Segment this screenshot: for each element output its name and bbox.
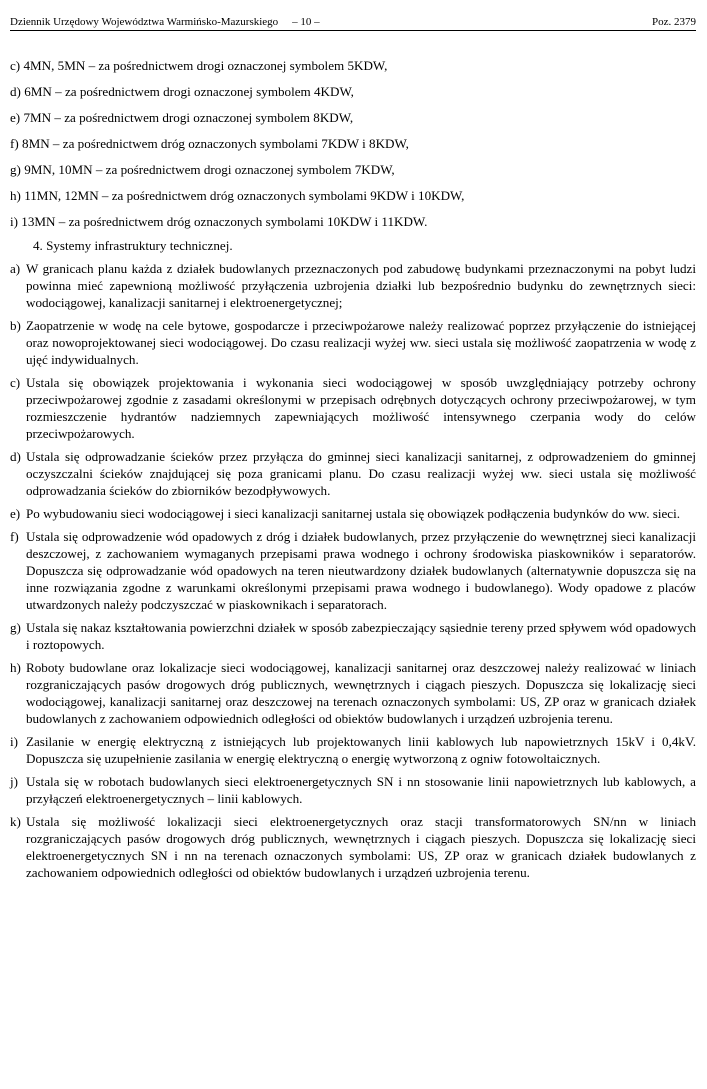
list-item: h) 11MN, 12MN – za pośrednictwem dróg oznaczonych symbolami 9KDW i 10KDW, bbox=[10, 188, 465, 203]
paragraph-item: g) Ustala się nakaz kształtowania powierzchni działek w sposób zabezpieczający sąsiednie tereny przed spływem wód opadowych i roztopowych. bbox=[10, 620, 696, 652]
paragraph-item: h) Roboty budowlane oraz lokalizacje sieci wodociągowej, kanalizacji sanitarnej oraz deszczowej należy realizować w liniach rozgraniczających pasów drogowych dróg publicznych, wewnętrznych i ciągach pieszych. Dopuszcza się lokalizację sieci wodociągowej, kanalizacji sanitarnej oraz deszczowej na terenach oznaczonych symbolami: US, ZP oraz w granicach działek budowlanych z zachowaniem odpowiednich odległości od obiektów budowlanych i urządzeń uzbrojenia terenu. bbox=[10, 660, 696, 726]
list-item: e) 7MN – za pośrednictwem drogi oznaczonej symbolem 8KDW, bbox=[10, 110, 354, 125]
page-header bbox=[10, 0, 696, 31]
paragraph-item: k) Ustala się możliwość lokalizacji sieci elektroenergetycznych oraz stacji transformatorowych SN/nn w liniach rozgraniczających pasów drogowych dróg publicznych, wewnętrznych i ciągach pieszych. Dopuszcza się lokalizację sieci elektroenergetycznych SN i nn na terenach oznaczonych symbolami: US, ZP oraz w granicach działek budowlanych z zachowaniem odpowiednich odległości od obiektów budowlanych i urządzeń uzbrojenia terenu. bbox=[10, 814, 696, 880]
list-item: c) 4MN, 5MN – za pośrednictwem drogi oznaczonej symbolem 5KDW, bbox=[10, 58, 388, 73]
document-page bbox=[10, 0, 696, 881]
list-item: g) 9MN, 10MN – za pośrednictwem drogi oznaczonej symbolem 7KDW, bbox=[10, 162, 395, 177]
document-body bbox=[10, 57, 696, 881]
paragraph-item: c) Ustala się obowiązek projektowania i wykonania sieci wodociągowej w sposób uwzględniający potrzeby ochrony przeciwpożarowej zgodnie z zasadami określonymi w przepisach odrębnych dotyczących ochrony przeciwpożarowej, w tym rozmieszczenie hydrantów nadziemnych zapewniających możliwość intensywnego czerpania wody do celów przeciwpożarowych. bbox=[10, 375, 696, 441]
paragraph-item: d) Ustala się odprowadzanie ścieków przez przyłącza do gminnej sieci kanalizacji sanitarnej, z odprowadzeniem do gminnej oczyszczalni ścieków znajdującej się poza granicami planu. Do czasu realizacji wyżej ww. sieci ustala się możliwość odprowadzania ścieków do zbiorników bezodpływowych. bbox=[10, 449, 696, 498]
list-item: f) 8MN – za pośrednictwem dróg oznaczonych symbolami 7KDW i 8KDW, bbox=[10, 136, 409, 151]
paragraph-item: e) Po wybudowaniu sieci wodociągowej i sieci kanalizacji sanitarnej ustala się obowiązek podłączenia budynków do ww. sieci. bbox=[10, 506, 681, 521]
list-item: i) 13MN – za pośrednictwem dróg oznaczonych symbolami 10KDW i 11KDW. bbox=[10, 214, 428, 229]
paragraph-item: f) Ustala się odprowadzenie wód opadowych z dróg i działek budowlanych, przez przyłączenie do wewnętrznej sieci kanalizacji deszczowej, z zachowaniem wymaganych przepisami prawa wodnego i ochrony środowiska piaskowników i separatorów. Dopuszcza się odprowadzanie wód opadowych na teren nieutwardzony działek budowlanych (alternatywnie dopuszcza się na inne rozwiązania zgodne z warunkami określonymi przepisami prawa wodnego i budowlanego). Wody opadowe z placów utwardzonych należy podczyszczać w piaskownikach i separatorach. bbox=[10, 529, 696, 612]
paragraph-item: i) Zasilanie w energię elektryczną z istniejących lub projektowanych linii kablowych lub napowietrznych 15kV i 0,4kV. Dopuszcza się uzupełnienie zasilania w energię elektryczną o energię wytworzoną z ogniw fotowoltaicznych. bbox=[10, 734, 696, 766]
paragraph-item: j) Ustala się w robotach budowlanych sieci elektroenergetycznych SN i nn stosowanie linii napowietrznych lub kablowych, a przyłączeń elektroenergetycznych – linii kablowych. bbox=[10, 774, 696, 806]
page-number: – 10 – bbox=[292, 16, 320, 28]
position-number: Poz. 2379 bbox=[652, 16, 696, 28]
list-item: d) 6MN – za pośrednictwem drogi oznaczonej symbolem 4KDW, bbox=[10, 84, 354, 99]
section-heading: 4. Systemy infrastruktury technicznej. bbox=[33, 238, 233, 253]
journal-title: Dziennik Urzędowy Województwa Warmińsko-Mazurskiego bbox=[10, 16, 279, 28]
paragraph-item: a) W granicach planu każda z działek budowlanych przeznaczonych pod zabudowę budynkami przeznaczonymi na pobyt ludzi powinna mieć zapewnioną możliwość przyłączenia uzbrojenia działki lub bezpośrednio budynku do zewnętrznych sieci: wodociągowej, kanalizacji sanitarnej i elektroenergetycznej; bbox=[10, 261, 696, 310]
paragraph-item: b) Zaopatrzenie w wodę na cele bytowe, gospodarcze i przeciwpożarowe należy realizować poprzez przyłączenie do istniejącej oraz nowoprojektowanej sieci wodociągowej. Do czasu realizacji wyżej ww. sieci ustala się możliwość zaopatrzenia w wodę z ujęć indywidualnych. bbox=[10, 318, 696, 367]
